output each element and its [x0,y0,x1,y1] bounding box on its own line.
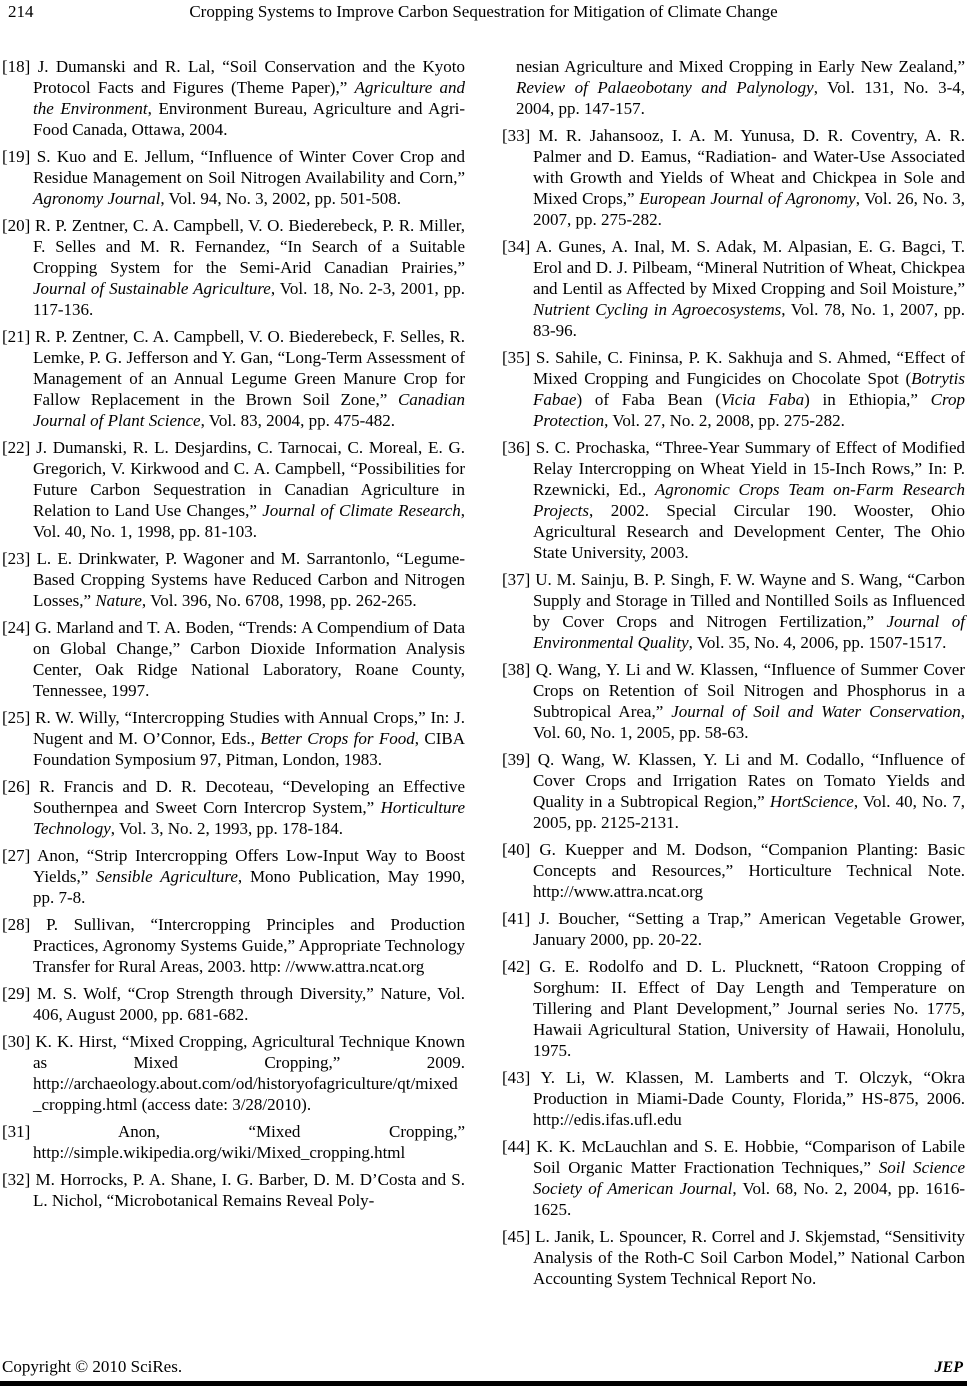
reference-number: [27] [2,846,31,865]
reference-number: [41] [502,909,531,928]
italic-source-title: Review of Palaeobotany and Palynology [516,78,814,97]
reference-number: [45] [502,1227,531,1246]
italic-source-title: Horticulture Technology [33,798,465,838]
reference-entry [502,659,965,743]
reference-text: J. Boucher, “Setting a Trap,” American Vegetable Grower, January 2000, pp. 20-22. [533,909,965,949]
italic-source-title: Vicia Faba [720,390,805,409]
reference-text: Y. Li, W. Klassen, M. Lamberts and T. Olczyk, “Okra Production in Miami-Dade County, Florida,” HS-875, 2006. http://edis.ifas.ufl.edu [533,1068,965,1129]
page-footer [2,1356,963,1378]
reference-text: , Vol. 131, No. 3-4, 2004, pp. 147-157. [516,78,965,118]
reference-entry [502,437,965,563]
reference-number: [43] [502,1068,531,1087]
italic-source-title: Agronomy Journal [33,189,161,208]
reference-text: , 2002. Special Circular 190. Wooster, Ohio Agricultural Research and Development Center, The Ohio State University, 2003. [533,501,965,562]
reference-number: [44] [502,1137,531,1156]
reference-number: [25] [2,708,31,727]
reference-text: R. P. Zentner, C. A. Campbell, V. O. Biederebeck, P. R. Miller, F. Selles and M. R. Fernandez, “In Search of a Suitable Cropping System for the Semi-Arid Canadian Prairies,” [33,216,466,277]
italic-source-title: Nature [95,591,142,610]
reference-number: [42] [502,957,531,976]
reference-text: , Vol. 35, No. 4, 2006, pp. 1507-1517. [688,633,947,652]
reference-text: K. K. McLauchlan and S. E. Hobbie, “Comparison of Labile Soil Organic Matter Fractionation Techniques,” [533,1137,966,1177]
page-number: 214 [8,2,34,21]
reference-number: [35] [502,348,531,367]
reference-text: K. K. Hirst, “Mixed Cropping, Agricultural Technique Known as Mixed Cropping,” 2009. http://archaeology.about.com/od/historyofagriculture/qt/mixed_cropping.html (access date: 3/28/2010). [33,1032,466,1114]
reference-entry [2,56,465,140]
reference-entry [502,1136,965,1220]
left-column [2,56,465,1295]
reference-number: [18] [2,57,31,76]
reference-number: [21] [2,327,31,346]
reference-number: [28] [2,915,31,934]
page-header [0,1,967,23]
reference-entry [502,749,965,833]
reference-text: , Vol. 94, No. 3, 2002, pp. 501-508. [160,189,402,208]
reference-text: , Vol. 83, 2004, pp. 475-482. [200,411,396,430]
reference-number: [22] [2,438,31,457]
italic-source-title: HortScience [769,792,854,811]
reference-continuation [502,56,965,119]
reference-entry [2,1031,465,1115]
reference-text: R. W. Willy, “Intercropping Studies with Annual Crops,” In: J. Nugent and M. O’Connor, Eds., [33,708,466,748]
reference-text: , Vol. 396, No. 6708, 1998, pp. 262-265. [141,591,417,610]
reference-number: [19] [2,147,31,166]
reference-text: G. E. Rodolfo and D. L. Plucknett, “Ratoon Cropping of Sorghum: II. Effect of Day Length and Temperature on Tillering and Plant Development,” Journal series No. 1775, Hawaii Agricultural Station, University of Hawaii, Honolulu, 1975. [533,957,966,1060]
reference-text: , Vol. 40, No. 1, 1998, pp. 81-103. [33,501,466,541]
reference-entry [2,437,465,542]
reference-text: U. M. Sainju, B. P. Singh, F. W. Wayne and S. Wang, “Carbon Supply and Storage in Tilled and Nontilled Soils as Influenced by Cover Crops and Nitrogen Fertilization,” [533,570,965,631]
reference-number: [38] [502,660,531,679]
reference-number: [29] [2,984,31,1003]
reference-text: , Mono Publication, May 1990, pp. 7-8. [33,867,465,907]
reference-text: , Vol. 78, No. 1, 2007, pp. 83-96. [533,300,966,340]
reference-entry [2,983,465,1025]
reference-entry [502,839,965,902]
reference-text: R. Francis and D. R. Decoteau, “Developing an Effective Southernpea and Sweet Corn Intercrop System,” [33,777,466,817]
reference-text: M. R. Jahansooz, I. A. M. Yunusa, D. R. Coventry, A. R. Palmer and D. Eamus, “Radiation- and Water-Use Associated with Growth and Yields of Wheat and Chickpea in Sole and Mixed Crops,” [533,126,966,208]
reference-entry [502,125,965,230]
reference-number: [32] [2,1170,31,1189]
reference-text: S. C. Prochaska, “Three-Year Summary of Effect of Modified Relay Intercropping on Wheat Yield in 15-Inch Rows,” In: P. Rzewnicki, Ed., [533,438,965,499]
reference-text: Q. Wang, W. Klassen, Y. Li and M. Codallo, “Influence of Cover Crops and Irrigation Rates on Tomato Yields and Quality in a Subtropical Region,” [533,750,965,811]
italic-source-title: Canadian Journal of Plant Science [33,390,465,430]
right-column [502,56,965,1295]
reference-entry [502,1067,965,1130]
reference-entry [502,908,965,950]
italic-source-title: Sensible Agriculture [96,867,238,886]
reference-text: nesian Agriculture and Mixed Cropping in Early New Zealand,” [516,57,965,76]
reference-text: M. S. Wolf, “Crop Strength through Diversity,” Nature, Vol. 406, August 2000, pp. 681-682. [33,984,465,1024]
reference-text: L. Janik, L. Spouncer, R. Correl and J. Skjemstad, “Sensitivity Analysis of the Roth-C Soil Carbon Model,” National Carbon Accounting System Technical Report No. [533,1227,966,1288]
reference-text: , Vol. 27, No. 2, 2008, pp. 275-282. [604,411,845,430]
reference-text: Anon, “Strip Intercropping Offers Low-Input Way to Boost Yields,” [33,846,465,886]
reference-number: [26] [2,777,31,796]
journal-abbreviation: JEP [934,1359,963,1376]
italic-source-title: Better Crops for Food [260,729,415,748]
reference-text: J. Dumanski and R. Lal, “Soil Conservation and the Kyoto Protocol Facts and Figures (Theme Paper),” [33,57,466,97]
reference-text: P. Sullivan, “Intercropping Principles and Production Practices, Agronomy Systems Guide,” Appropriate Technology Transfer for Rural Areas, 2003. http: //www.attra.ncat.org [33,915,466,976]
reference-entry [2,215,465,320]
reference-entry [2,617,465,701]
italic-source-title: Crop Protection [533,390,965,430]
reference-text: , Vol. 26, No. 3, 2007, pp. 275-282. [533,189,966,229]
reference-text: ) in Ethiopia,” [804,390,931,409]
reference-number: [39] [502,750,531,769]
reference-number: [37] [502,570,531,589]
reference-text: , Vol. 60, No. 1, 2005, pp. 58-63. [533,702,965,742]
italic-source-title: European Journal of Agronomy [639,189,856,208]
reference-entry [2,1169,465,1211]
italic-source-title: Agronomic Crops Team on-Farm Research Projects [533,480,965,520]
reference-entry [502,236,965,341]
italic-source-title: Agriculture and the Environment [33,78,466,118]
reference-number: [36] [502,438,531,457]
reference-number: [24] [2,618,31,637]
reference-number: [23] [2,549,31,568]
reference-text: S. Sahile, C. Fininsa, P. K. Sakhuja and S. Ahmed, “Effect of Mixed Cropping and Fungicides on Chocolate Spot ( [533,348,965,388]
reference-entry [2,776,465,839]
reference-text: Anon, “Mixed Cropping,” http://simple.wikipedia.org/wiki/Mixed_cropping.html [33,1122,465,1162]
reference-text: S. Kuo and E. Jellum, “Influence of Winter Cover Crop and Residue Management on Soil Nitrogen Availability and Corn,” [33,147,466,187]
copyright-text: Copyright © 2010 SciRes. [2,1357,183,1376]
italic-source-title: Journal of Environmental Quality [533,612,966,652]
reference-text: A. Gunes, A. Inal, M. S. Adak, M. Alpasian, E. G. Bagci, T. Erol and D. J. Pilbeam, “Mineral Nutrition of Wheat, Chickpea and Lentil as Affected by Mixed Cropping and Soil Moisture,” [533,237,966,298]
reference-text: , Vol. 18, No. 2-3, 2001, pp. 117-136. [33,279,465,319]
reference-number: [31] [2,1122,31,1141]
reference-text: R. P. Zentner, C. A. Campbell, V. O. Biederebeck, F. Selles, R. Lemke, P. G. Jefferson and Y. Gan, “Long-Term Assessment of Management of an Annual Legume Green Manure Crop for Fallow Replacement in the Brown Soil Zone,” [33,327,465,409]
reference-text: , Environment Bureau, Agriculture and Agri-Food Canada, Ottawa, 2004. [33,99,465,139]
reference-number: [30] [2,1032,31,1051]
reference-text: J. Dumanski, R. L. Desjardins, C. Tarnocai, C. Moreal, E. G. Gregorich, V. Kirkwood and C. A. Campbell, “Possibilities for Future Carbon Sequestration in Canadian Agriculture in Relation to Land Use Changes,” [33,438,466,520]
reference-entry [2,146,465,209]
italic-source-title: Journal of Soil and Water Conservation [671,702,961,721]
references-section [2,56,965,1295]
reference-entry [502,347,965,431]
reference-entry [2,914,465,977]
reference-entry [502,956,965,1061]
reference-entry [2,548,465,611]
reference-entry [502,1226,965,1289]
reference-text: , CIBA Foundation Symposium 97, Pitman, London, 1983. [33,729,465,769]
reference-text: L. E. Drinkwater, P. Wagoner and M. Sarrantonlo, “Legume-Based Cropping Systems have Reduced Carbon and Nitrogen Losses,” [33,549,465,610]
reference-number: [33] [502,126,531,145]
reference-number: [34] [502,237,531,256]
italic-source-title: Nutrient Cycling in Agroecosystems [533,300,782,319]
reference-text: Q. Wang, Y. Li and W. Klassen, “Influence of Summer Cover Crops on Retention of Soil Nitrogen and Phosphorus in a Subtropical Area,” [533,660,965,721]
reference-entry [2,845,465,908]
reference-entry [2,1121,465,1163]
reference-entry [2,326,465,431]
italic-source-title: Journal of Climate Research [262,501,461,520]
reference-text: G. Marland and T. A. Boden, “Trends: A Compendium of Data on Global Change,” Carbon Dioxide Information Analysis Center, Oak Ridge National Laboratory, Roane County, Tennessee, 1997. [33,618,465,700]
reference-text: G. Kuepper and M. Dodson, “Companion Planting: Basic Concepts and Resources,” Horticulture Technical Note. http://www.attra.ncat.org [533,840,966,901]
running-title: Cropping Systems to Improve Carbon Sequestration for Mitigation of Climate Change [189,2,778,21]
reference-entry [2,707,465,770]
italic-source-title: Soil Science Society of American Journal [533,1158,965,1198]
reference-text: , Vol. 3, No. 2, 1993, pp. 178-184. [110,819,343,838]
reference-number: [40] [502,840,531,859]
italic-source-title: Botrytis Fabae [533,369,965,409]
reference-number: [20] [2,216,31,235]
reference-entry [502,569,965,653]
reference-text: M. Horrocks, P. A. Shane, I. G. Barber, D. M. D’Costa and S. L. Nichol, “Microbotanical Remains Reveal Poly- [33,1170,465,1210]
italic-source-title: Journal of Sustainable Agriculture [33,279,271,298]
scan-edge-bar [0,1381,967,1386]
reference-text: ) of Faba Bean ( [576,390,721,409]
reference-text: , Vol. 40, No. 7, 2005, pp. 2125-2131. [533,792,965,832]
reference-text: , Vol. 68, No. 2, 2004, pp. 1616-1625. [533,1179,965,1219]
